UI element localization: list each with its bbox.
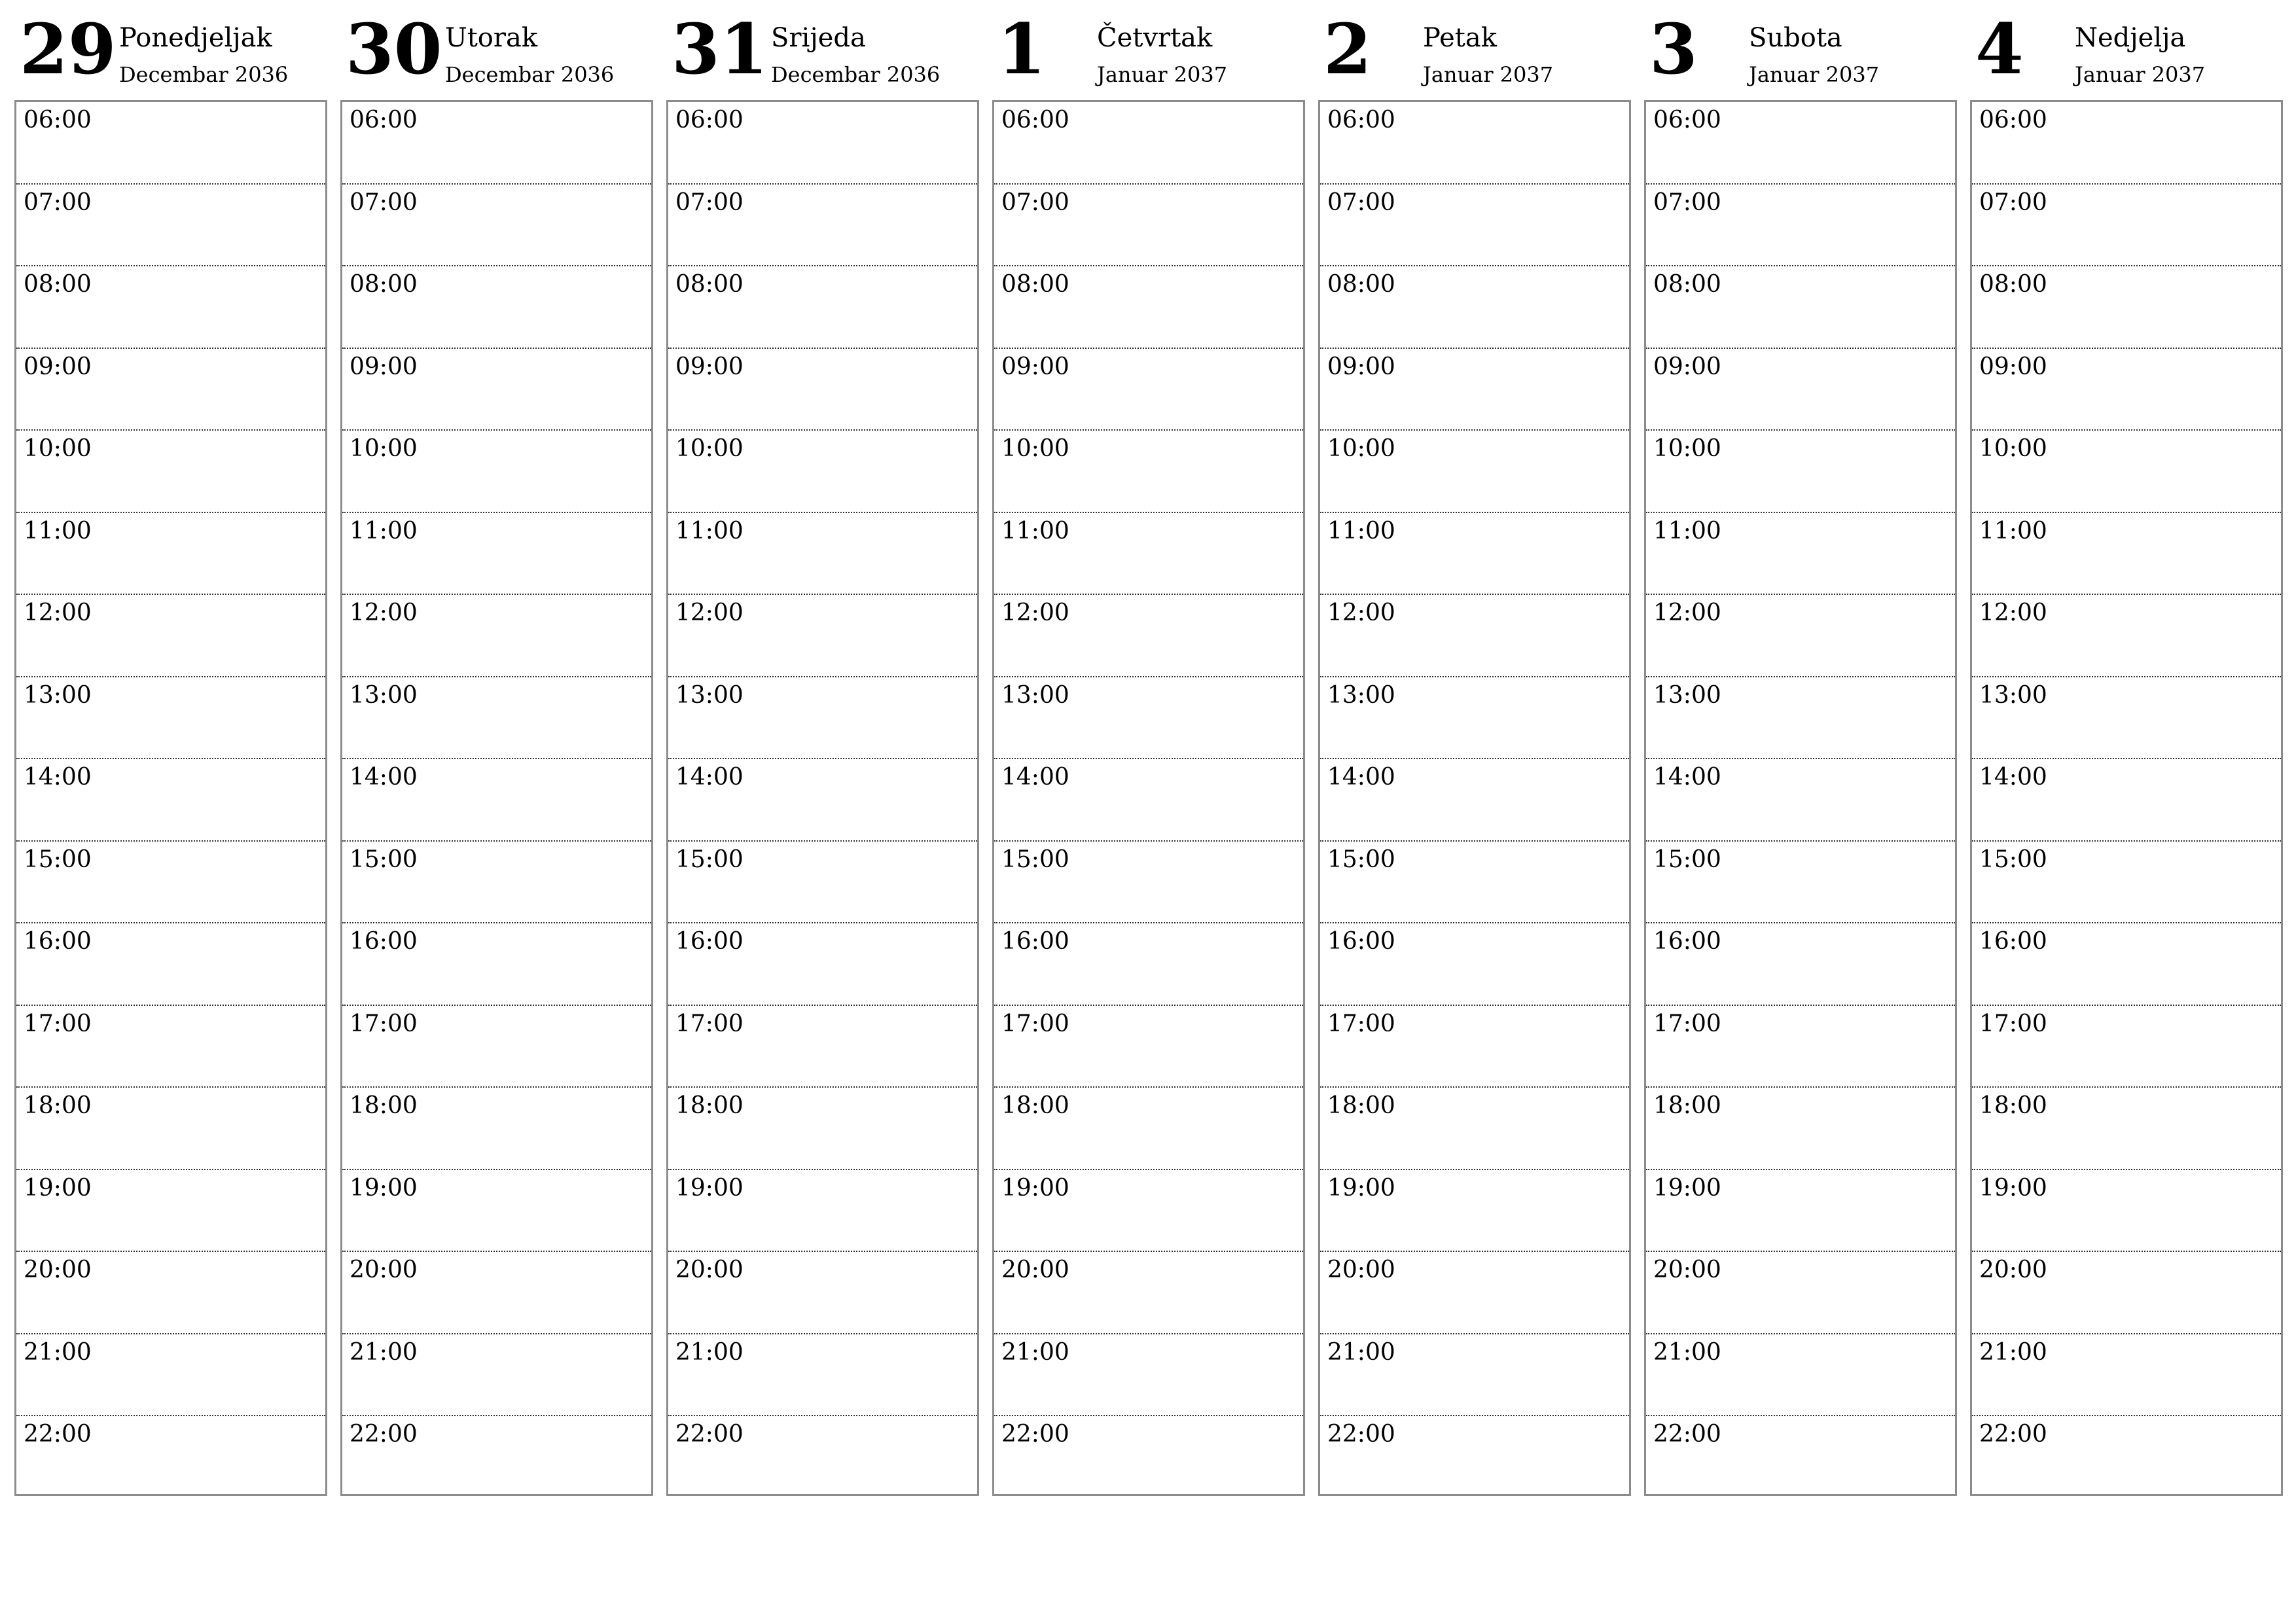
hour-label: 13:00	[1001, 681, 1069, 709]
hour-slot	[342, 266, 651, 349]
day-number: 2	[1323, 8, 1372, 90]
hour-slot	[1972, 349, 2281, 431]
hour-slot	[1320, 185, 1629, 267]
hour-slot	[994, 923, 1303, 1006]
hour-label: 15:00	[1653, 846, 1721, 873]
hour-label: 10:00	[1327, 435, 1395, 462]
hour-label: 16:00	[675, 928, 744, 955]
hour-slot	[1646, 102, 1955, 185]
hour-label: 07:00	[1327, 188, 1395, 216]
hour-slot	[668, 513, 977, 596]
hour-slot	[1972, 102, 2281, 185]
hour-slot	[994, 266, 1303, 349]
hour-label: 08:00	[675, 271, 744, 298]
hour-label: 13:00	[24, 681, 92, 709]
day-header	[666, 0, 980, 98]
hour-slot	[1320, 1252, 1629, 1334]
hour-slot	[16, 1170, 325, 1253]
hour-label: 16:00	[1653, 928, 1721, 955]
hour-label: 07:00	[350, 188, 418, 216]
hour-label: 11:00	[1001, 517, 1069, 544]
hour-label: 12:00	[675, 599, 744, 626]
hour-slot	[1320, 595, 1629, 677]
hour-label: 11:00	[24, 517, 92, 544]
hour-slot	[668, 595, 977, 677]
hour-label: 12:00	[1327, 599, 1395, 626]
hour-label: 14:00	[1001, 764, 1069, 791]
hour-label: 06:00	[1653, 107, 1721, 134]
hour-slot	[1320, 1006, 1629, 1088]
hour-label: 16:00	[1979, 928, 2047, 955]
day-month-year: Decembar 2036	[119, 62, 289, 87]
hour-slot	[342, 513, 651, 596]
hour-slot	[342, 759, 651, 842]
hour-label: 06:00	[1001, 107, 1069, 134]
hour-label: 19:00	[1653, 1174, 1721, 1202]
hour-label: 14:00	[1327, 764, 1395, 791]
hour-label: 13:00	[1979, 681, 2047, 709]
hour-label: 21:00	[1979, 1338, 2047, 1366]
day-month-year: Januar 2037	[1423, 62, 1554, 87]
hour-slot	[994, 185, 1303, 267]
day-number: 29	[20, 8, 117, 90]
hour-label: 09:00	[350, 353, 418, 380]
hour-slot	[16, 431, 325, 513]
hour-slot	[1972, 842, 2281, 924]
hour-slot	[1972, 1416, 2281, 1499]
day-column	[340, 0, 655, 1505]
hour-slot	[342, 1006, 651, 1088]
hour-slot	[1646, 595, 1955, 677]
hour-slot	[1646, 677, 1955, 760]
hour-label: 17:00	[350, 1010, 418, 1037]
hour-label: 12:00	[1001, 599, 1069, 626]
hour-label: 21:00	[675, 1338, 744, 1366]
hour-slot	[16, 1088, 325, 1170]
hour-label: 22:00	[24, 1421, 92, 1448]
hour-slot	[1972, 759, 2281, 842]
hour-slot	[1320, 1170, 1629, 1253]
hour-label: 08:00	[1001, 271, 1069, 298]
hour-slot	[1646, 513, 1955, 596]
day-name: Subota	[1749, 23, 1842, 53]
hour-label: 11:00	[1979, 517, 2047, 544]
hour-slot	[342, 1252, 651, 1334]
day-number: 4	[1975, 8, 2024, 90]
day-header	[992, 0, 1306, 98]
hour-slot	[1320, 431, 1629, 513]
hour-label: 10:00	[1653, 435, 1721, 462]
day-number: 1	[997, 8, 1046, 90]
hour-label: 14:00	[24, 764, 92, 791]
hour-slot	[342, 1170, 651, 1253]
hour-label: 12:00	[24, 599, 92, 626]
hour-label: 18:00	[350, 1092, 418, 1119]
hour-label: 06:00	[675, 107, 744, 134]
hour-label: 20:00	[1979, 1257, 2047, 1283]
hour-label: 08:00	[1979, 271, 2047, 298]
hour-slot	[16, 266, 325, 349]
hour-slot	[342, 595, 651, 677]
hour-label: 16:00	[1327, 928, 1395, 955]
day-header	[1970, 0, 2284, 98]
hour-label: 18:00	[675, 1092, 744, 1119]
hour-slot	[668, 349, 977, 431]
hour-label: 16:00	[24, 928, 92, 955]
day-month-year: Januar 2037	[1749, 62, 1880, 87]
hour-label: 15:00	[1001, 846, 1069, 873]
hour-slot	[1646, 1334, 1955, 1417]
hour-slot	[1320, 513, 1629, 596]
day-month-year: Januar 2037	[1097, 62, 1228, 87]
hour-label: 15:00	[675, 846, 744, 873]
hour-slot	[1320, 1416, 1629, 1499]
hour-label: 11:00	[1327, 517, 1395, 544]
hour-label: 21:00	[1327, 1338, 1395, 1366]
hour-slot	[1320, 102, 1629, 185]
hour-slot	[1972, 1252, 2281, 1334]
hour-slot	[668, 1252, 977, 1334]
day-number: 31	[672, 8, 768, 90]
hour-slot	[1320, 842, 1629, 924]
hour-label: 18:00	[1979, 1092, 2047, 1119]
day-header	[340, 0, 655, 98]
hour-label: 17:00	[1001, 1010, 1069, 1037]
hour-label: 12:00	[1979, 599, 2047, 626]
hour-label: 19:00	[1327, 1174, 1395, 1202]
hour-slot	[994, 102, 1303, 185]
hour-label: 21:00	[1001, 1338, 1069, 1366]
hour-label: 15:00	[24, 846, 92, 873]
hour-slot	[16, 923, 325, 1006]
hour-label: 09:00	[1979, 353, 2047, 380]
hour-label: 22:00	[1979, 1421, 2047, 1448]
hour-label: 22:00	[675, 1421, 744, 1448]
hour-slot	[1320, 349, 1629, 431]
hour-label: 07:00	[1001, 188, 1069, 216]
hour-label: 10:00	[1001, 435, 1069, 462]
hour-label: 13:00	[1653, 681, 1721, 709]
hour-slot	[342, 1088, 651, 1170]
hour-slot	[994, 431, 1303, 513]
day-column	[14, 0, 329, 1505]
day-number: 3	[1649, 8, 1698, 90]
hour-label: 11:00	[350, 517, 418, 544]
day-header	[14, 0, 329, 98]
hour-slot	[668, 1416, 977, 1499]
hour-slot	[16, 1416, 325, 1499]
hour-slot	[342, 923, 651, 1006]
hour-slot	[668, 266, 977, 349]
hour-slot	[994, 759, 1303, 842]
hour-slot	[668, 102, 977, 185]
hour-label: 14:00	[675, 764, 744, 791]
hour-slot	[342, 1334, 651, 1417]
hour-label: 22:00	[1327, 1421, 1395, 1448]
hour-slot	[994, 1170, 1303, 1253]
hour-label: 17:00	[1327, 1010, 1395, 1037]
hour-slot	[342, 842, 651, 924]
hour-slot	[1972, 1006, 2281, 1088]
hour-slot	[668, 431, 977, 513]
hour-label: 09:00	[1001, 353, 1069, 380]
hour-slot	[16, 513, 325, 596]
hour-slot	[1646, 266, 1955, 349]
hour-grid	[992, 100, 1305, 1496]
hour-grid	[1318, 100, 1631, 1496]
hour-slot	[668, 759, 977, 842]
hour-slot	[994, 1334, 1303, 1417]
hour-label: 19:00	[350, 1174, 418, 1202]
hour-label: 06:00	[350, 107, 418, 134]
hour-slot	[668, 842, 977, 924]
hour-label: 19:00	[24, 1174, 92, 1202]
day-column	[1970, 0, 2284, 1505]
hour-slot	[994, 513, 1303, 596]
day-name: Petak	[1423, 23, 1497, 53]
hour-label: 22:00	[350, 1421, 418, 1448]
hour-slot	[1972, 595, 2281, 677]
hour-slot	[1646, 431, 1955, 513]
hour-label: 21:00	[24, 1338, 92, 1366]
hour-grid	[1644, 100, 1957, 1496]
day-column	[666, 0, 980, 1505]
hour-grid	[1970, 100, 2283, 1496]
day-column	[1644, 0, 1958, 1505]
hour-label: 19:00	[675, 1174, 744, 1202]
hour-label: 14:00	[1979, 764, 2047, 791]
hour-label: 14:00	[350, 764, 418, 791]
hour-label: 08:00	[1327, 271, 1395, 298]
hour-slot	[342, 431, 651, 513]
hour-label: 14:00	[1653, 764, 1721, 791]
hour-label: 06:00	[1979, 107, 2047, 134]
day-name: Nedjelja	[2075, 23, 2186, 53]
hour-label: 11:00	[675, 517, 744, 544]
hour-slot	[1972, 923, 2281, 1006]
hour-slot	[16, 677, 325, 760]
hour-slot	[1646, 1416, 1955, 1499]
hour-label: 10:00	[24, 435, 92, 462]
hour-label: 07:00	[1979, 188, 2047, 216]
hour-label: 15:00	[1979, 846, 2047, 873]
hour-slot	[1646, 185, 1955, 267]
day-name: Utorak	[445, 23, 538, 53]
hour-slot	[1972, 431, 2281, 513]
hour-label: 09:00	[1653, 353, 1721, 380]
hour-slot	[668, 923, 977, 1006]
hour-slot	[1320, 266, 1629, 349]
hour-slot	[16, 842, 325, 924]
hour-label: 16:00	[1001, 928, 1069, 955]
hour-label: 20:00	[1327, 1257, 1395, 1283]
hour-slot	[16, 1252, 325, 1334]
hour-slot	[16, 349, 325, 431]
hour-slot	[668, 1006, 977, 1088]
hour-label: 22:00	[1653, 1421, 1721, 1448]
hour-label: 18:00	[24, 1092, 92, 1119]
day-column	[992, 0, 1306, 1505]
day-name: Četvrtak	[1097, 23, 1213, 53]
hour-label: 10:00	[350, 435, 418, 462]
hour-slot	[342, 349, 651, 431]
hour-label: 16:00	[350, 928, 418, 955]
hour-slot	[342, 185, 651, 267]
hour-slot	[1972, 1088, 2281, 1170]
hour-slot	[1646, 1088, 1955, 1170]
hour-label: 17:00	[24, 1010, 92, 1037]
hour-label: 07:00	[24, 188, 92, 216]
day-month-year: Januar 2037	[2075, 62, 2206, 87]
hour-label: 12:00	[1653, 599, 1721, 626]
hour-grid	[666, 100, 979, 1496]
hour-label: 09:00	[1327, 353, 1395, 380]
hour-slot	[16, 102, 325, 185]
hour-label: 22:00	[1001, 1421, 1069, 1448]
hour-slot	[342, 677, 651, 760]
hour-label: 13:00	[350, 681, 418, 709]
hour-label: 12:00	[350, 599, 418, 626]
hour-label: 20:00	[350, 1257, 418, 1283]
hour-slot	[16, 1334, 325, 1417]
hour-slot	[994, 1416, 1303, 1499]
hour-label: 15:00	[1327, 846, 1395, 873]
hour-label: 20:00	[675, 1257, 744, 1283]
hour-slot	[1320, 1088, 1629, 1170]
hour-grid	[14, 100, 327, 1496]
hour-slot	[994, 349, 1303, 431]
hour-slot	[994, 595, 1303, 677]
hour-slot	[342, 1416, 651, 1499]
hour-slot	[1972, 185, 2281, 267]
day-header	[1318, 0, 1632, 98]
hour-label: 19:00	[1979, 1174, 2047, 1202]
hour-slot	[668, 1334, 977, 1417]
hour-label: 08:00	[24, 271, 92, 298]
hour-label: 20:00	[1653, 1257, 1721, 1283]
hour-slot	[1646, 1170, 1955, 1253]
hour-grid	[340, 100, 653, 1496]
hour-label: 18:00	[1001, 1092, 1069, 1119]
hour-label: 11:00	[1653, 517, 1721, 544]
hour-slot	[994, 1252, 1303, 1334]
hour-slot	[1320, 923, 1629, 1006]
hour-slot	[1646, 923, 1955, 1006]
hour-label: 09:00	[24, 353, 92, 380]
hour-label: 13:00	[1327, 681, 1395, 709]
hour-label: 21:00	[350, 1338, 418, 1366]
hour-label: 17:00	[1653, 1010, 1721, 1037]
hour-label: 10:00	[1979, 435, 2047, 462]
hour-label: 10:00	[675, 435, 744, 462]
hour-slot	[1646, 842, 1955, 924]
hour-slot	[1972, 513, 2281, 596]
hour-label: 18:00	[1653, 1092, 1721, 1119]
hour-label: 08:00	[1653, 271, 1721, 298]
day-column	[1318, 0, 1632, 1505]
day-header	[1644, 0, 1958, 98]
hour-label: 06:00	[1327, 107, 1395, 134]
hour-slot	[994, 842, 1303, 924]
hour-label: 07:00	[675, 188, 744, 216]
hour-slot	[1972, 677, 2281, 760]
hour-slot	[994, 1088, 1303, 1170]
hour-slot	[342, 102, 651, 185]
hour-label: 20:00	[24, 1257, 92, 1283]
day-month-year: Decembar 2036	[771, 62, 941, 87]
day-name: Srijeda	[771, 23, 866, 53]
hour-label: 17:00	[675, 1010, 744, 1037]
hour-slot	[1320, 677, 1629, 760]
hour-label: 07:00	[1653, 188, 1721, 216]
hour-label: 06:00	[24, 107, 92, 134]
day-number: 30	[346, 8, 442, 90]
hour-label: 08:00	[350, 271, 418, 298]
hour-slot	[1320, 759, 1629, 842]
hour-label: 17:00	[1979, 1010, 2047, 1037]
hour-label: 20:00	[1001, 1257, 1069, 1283]
hour-label: 21:00	[1653, 1338, 1721, 1366]
hour-slot	[668, 677, 977, 760]
hour-slot	[668, 1088, 977, 1170]
hour-slot	[1320, 1334, 1629, 1417]
hour-label: 09:00	[675, 353, 744, 380]
hour-slot	[16, 185, 325, 267]
hour-label: 15:00	[350, 846, 418, 873]
hour-slot	[1646, 349, 1955, 431]
hour-slot	[1646, 1252, 1955, 1334]
hour-slot	[1972, 1334, 2281, 1417]
hour-label: 18:00	[1327, 1092, 1395, 1119]
hour-label: 19:00	[1001, 1174, 1069, 1202]
hour-slot	[16, 595, 325, 677]
hour-slot	[16, 1006, 325, 1088]
hour-slot	[994, 677, 1303, 760]
day-month-year: Decembar 2036	[445, 62, 615, 87]
day-name: Ponedjeljak	[119, 23, 272, 53]
hour-label: 13:00	[675, 681, 744, 709]
hour-slot	[1646, 1006, 1955, 1088]
hour-slot	[994, 1006, 1303, 1088]
hour-slot	[1972, 1170, 2281, 1253]
hour-slot	[1646, 759, 1955, 842]
hour-slot	[668, 185, 977, 267]
hour-slot	[668, 1170, 977, 1253]
hour-slot	[1972, 266, 2281, 349]
hour-slot	[16, 759, 325, 842]
